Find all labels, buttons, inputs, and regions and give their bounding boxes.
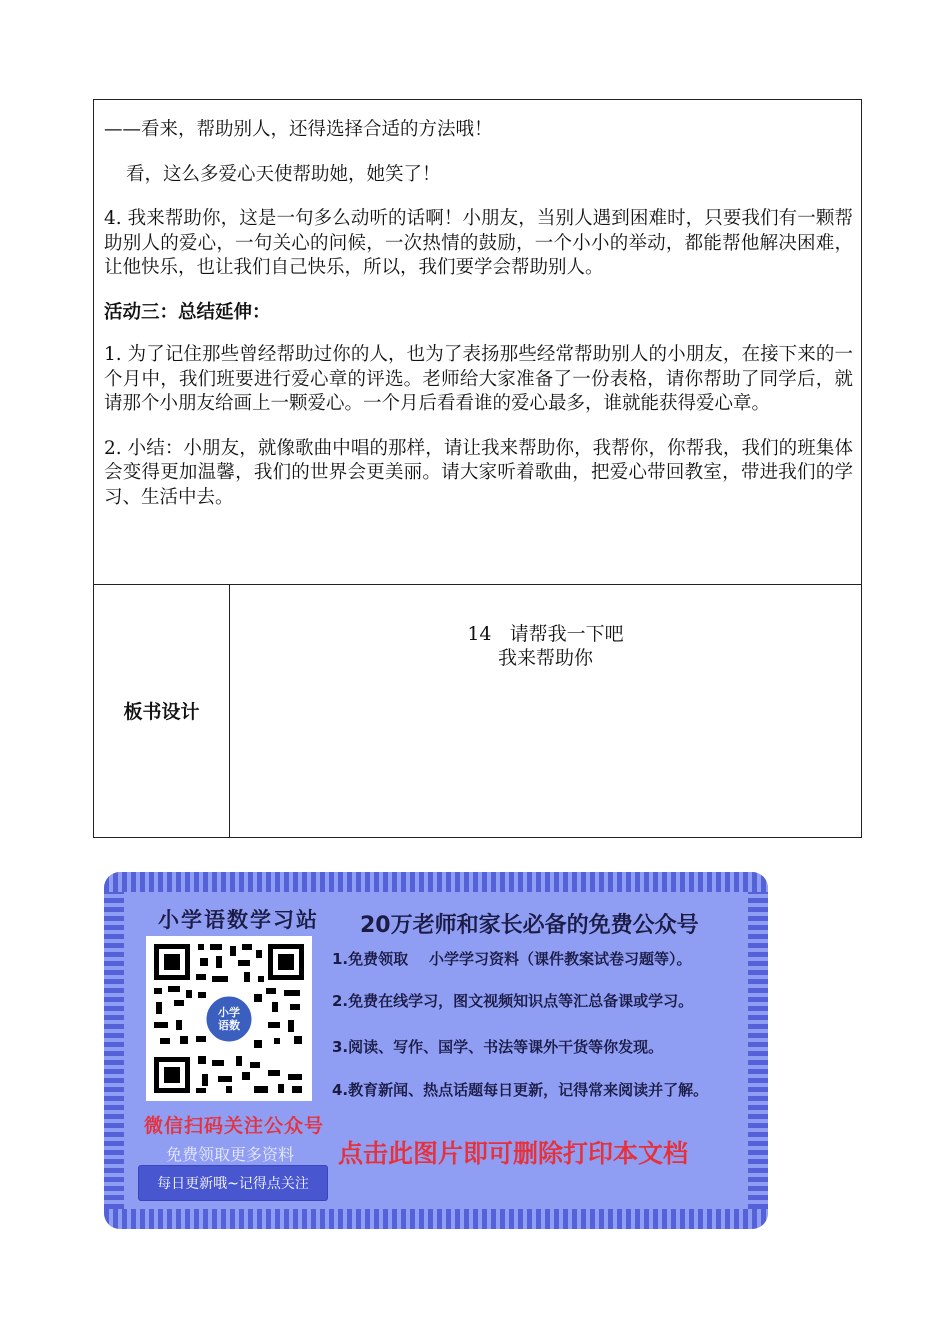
- banner-border-stripe: [104, 1209, 768, 1229]
- paragraph: 4. 我来帮助你，这是一句多么动听的话啊！小朋友，当别人遇到困难时，只要我们有一颗帮助别人的爱心，一句关心的问候，一次热情的鼓励，一个小小的举动，都能帮他解决困难，让他快乐，也让我们自己快乐，所以，我们要学会帮助别人。: [104, 208, 853, 278]
- board-design-content: [230, 584, 861, 837]
- paragraph: ——看来，帮助别人，还得选择合适的方法哦！: [104, 119, 493, 140]
- section-heading: 活动三：总结延伸：: [104, 301, 271, 323]
- board-design-label: 板书设计: [123, 701, 200, 723]
- board-line-title: 14 请帮我一下吧: [467, 623, 624, 645]
- paragraph: 1. 为了记住那些曾经帮助过你的人，也为了表扬那些经常帮助别人的小朋友，在接下来的一个月中，我们班要进行爱心章的评选。老师给大家准备了一份表格，请你帮助了同学后，就请那个小朋友给画上一颗爱心。一个月后看看谁的爱心最多，谁就能获得爱心章。: [104, 344, 853, 414]
- paragraph: 2. 小结：小朋友，就像歌曲中唱的那样，请让我来帮助你，我帮你，你帮我，我们的班集体会变得更加温馨，我们的世界会更美丽。请大家听着歌曲，把爱心带回教室，带进我们的学习、生活中去。: [104, 437, 853, 508]
- qr-center-label: 小学语数: [218, 1006, 240, 1032]
- banner-inner: [126, 894, 746, 1207]
- site-title: 小学语数学习站: [158, 908, 319, 932]
- delete-print-cta[interactable]: 点击此图片即可删除打印本文档: [338, 1139, 689, 1168]
- paragraph: 看，这么多爱心天使帮助她，她笑了！: [126, 163, 441, 185]
- banner-border-stripe: [748, 892, 768, 1209]
- feature-item: 1.免费领取 小学学习资料（课件教案试卷习题等）。: [332, 950, 692, 968]
- feature-item: 4.教育新闻、热点话题每日更新，记得常来阅读并了解。: [332, 1081, 709, 1099]
- lesson-content: [104, 118, 853, 530]
- qr-caption: 微信扫码关注公众号: [144, 1115, 325, 1137]
- lesson-table: [93, 99, 862, 838]
- board-design-label-cell: [94, 584, 230, 837]
- banner-headline: 20万老师和家长必备的免费公众号: [360, 913, 699, 938]
- lesson-content-row: [94, 100, 861, 585]
- promo-banner[interactable]: [104, 872, 768, 1229]
- qr-code-icon[interactable]: [146, 936, 312, 1101]
- daily-update-button[interactable]: 每日更新哦~记得点关注: [138, 1165, 328, 1201]
- board-line-subtitle: 我来帮助你: [497, 647, 593, 669]
- banner-border-stripe: [104, 892, 124, 1209]
- board-design-row: [94, 584, 861, 837]
- feature-item: 2.免费在线学习，图文视频知识点等汇总备课或学习。: [332, 992, 694, 1010]
- feature-item: 3.阅读、写作、国学、书法等课外干货等你发现。: [332, 1038, 664, 1056]
- banner-border-stripe: [104, 872, 768, 892]
- qr-subcaption: 免费领取更多资料: [166, 1145, 295, 1164]
